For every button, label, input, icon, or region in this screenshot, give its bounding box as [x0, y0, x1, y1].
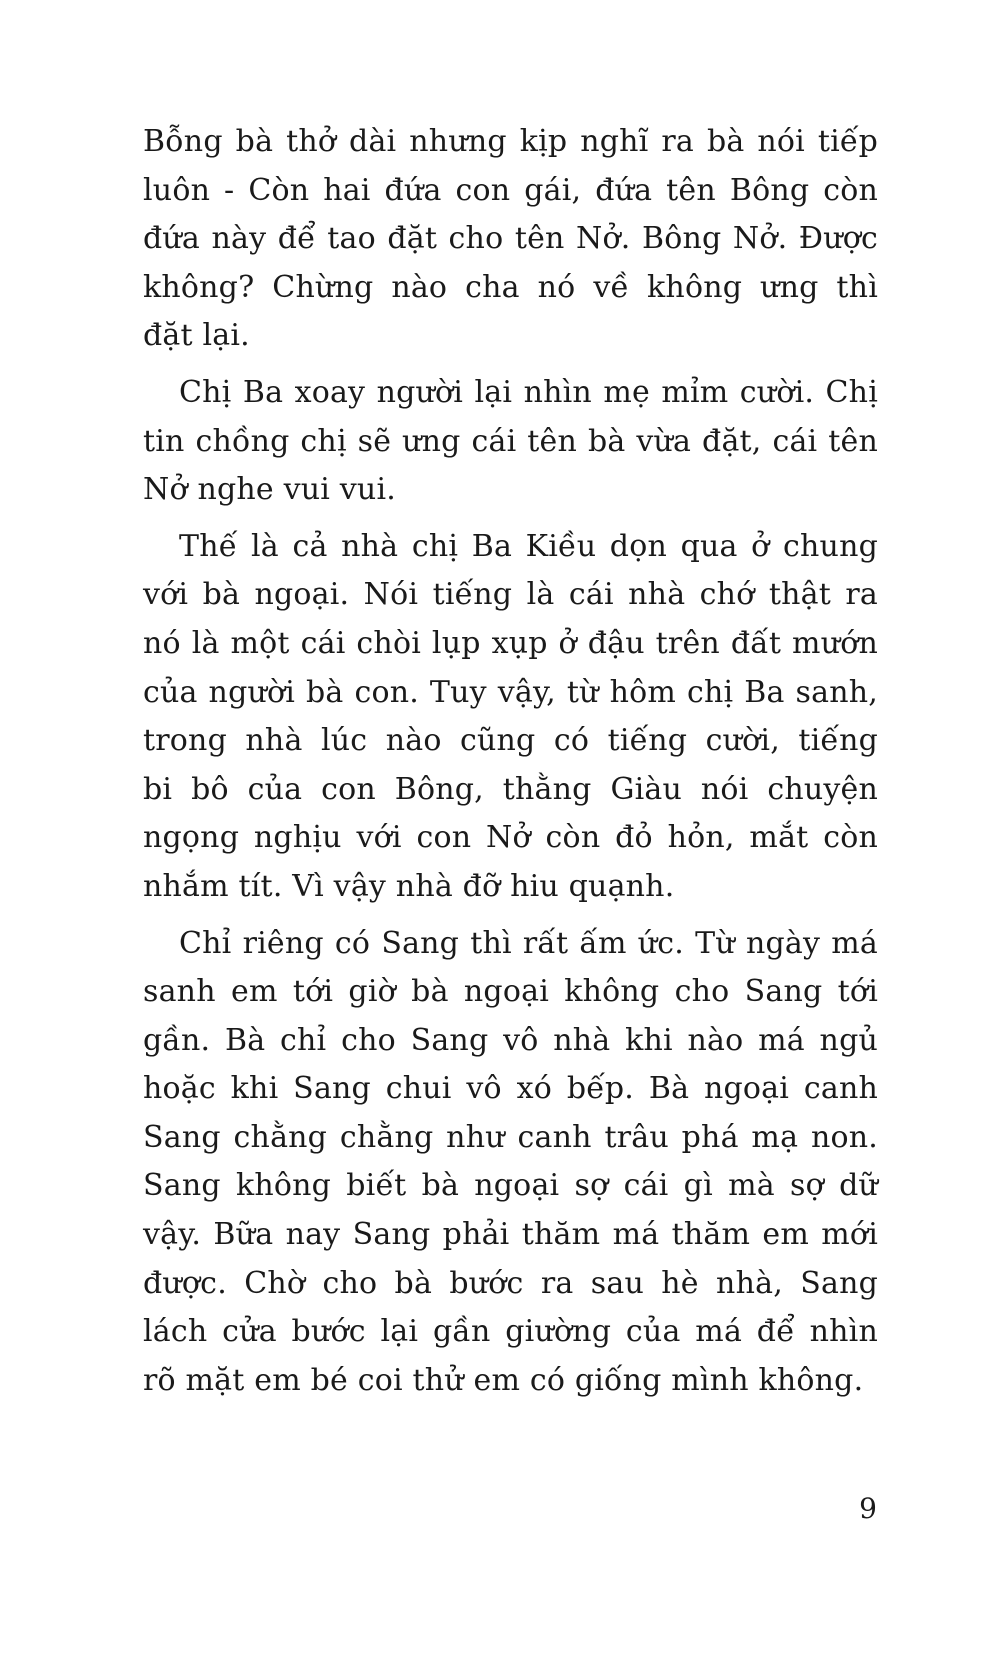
text-line: của người bà con. Tuy vậy, từ hôm chị Ba sanh,: [143, 674, 878, 710]
paragraph: [143, 369, 878, 515]
text-line: vậy. Bữa nay Sang phải thăm má thăm em mới: [143, 1217, 878, 1253]
text-line: bi bô của con Bông, thằng Giàu nói chuyện: [143, 771, 878, 807]
text-line: hoặc khi Sang chui vô xó bếp. Bà ngoại canh: [143, 1071, 878, 1107]
text-line: không? Chừng nào cha nó về không ưng thì: [143, 269, 878, 305]
page-number: 9: [859, 1492, 877, 1525]
text-line: rõ mặt em bé coi thử em có giống mình không.: [143, 1362, 864, 1398]
text-line: với bà ngoại. Nói tiếng là cái nhà chớ thật ra: [143, 577, 878, 613]
text-line: đặt lại.: [143, 318, 250, 354]
text-line: Bỗng bà thở dài nhưng kịp nghĩ ra bà nói tiếp: [143, 124, 878, 159]
text-line: gần. Bà chỉ cho Sang vô nhà khi nào má ngủ: [143, 1022, 878, 1058]
text-line: Sang không biết bà ngoại sợ cái gì mà sợ dữ: [143, 1168, 878, 1204]
paragraph: [143, 920, 878, 1406]
text-line: ngọng nghịu với con Nở còn đỏ hỏn, mắt còn: [143, 820, 878, 856]
text-line: nhắm tít. Vì vậy nhà đỡ hiu quạnh.: [143, 868, 675, 904]
text-line: trong nhà lúc nào cũng có tiếng cười, tiếng: [143, 723, 878, 759]
text-line: Sang chằng chằng như canh trâu phá mạ non.: [143, 1119, 878, 1155]
text-line: luôn - Còn hai đứa con gái, đứa tên Bông còn: [143, 172, 878, 208]
text-line: Chị Ba xoay người lại nhìn mẹ mỉm cười. Chị: [179, 374, 878, 410]
text-line: Thế là cả nhà chị Ba Kiều dọn qua ở chung: [179, 528, 878, 564]
text-line: đứa này để tao đặt cho tên Nở. Bông Nở. Được: [143, 221, 878, 257]
text-line: tin chồng chị sẽ ưng cái tên bà vừa đặt, cái tên: [143, 423, 878, 459]
text-line: sanh em tới giờ bà ngoại không cho Sang tới: [143, 974, 878, 1010]
text-line: nó là một cái chòi lụp xụp ở đậu trên đất mướn: [143, 625, 878, 661]
text-line: lách cửa bước lại gần giường của má để nhìn: [143, 1314, 878, 1350]
text-line: Nở nghe vui vui.: [143, 472, 396, 508]
text-line: Chỉ riêng có Sang thì rất ấm ức. Từ ngày má: [179, 925, 878, 961]
paragraph: [143, 523, 878, 912]
text-line: được. Chờ cho bà bước ra sau hè nhà, Sang: [143, 1265, 878, 1301]
paragraph: [143, 118, 878, 361]
body-text: [143, 118, 878, 1413]
